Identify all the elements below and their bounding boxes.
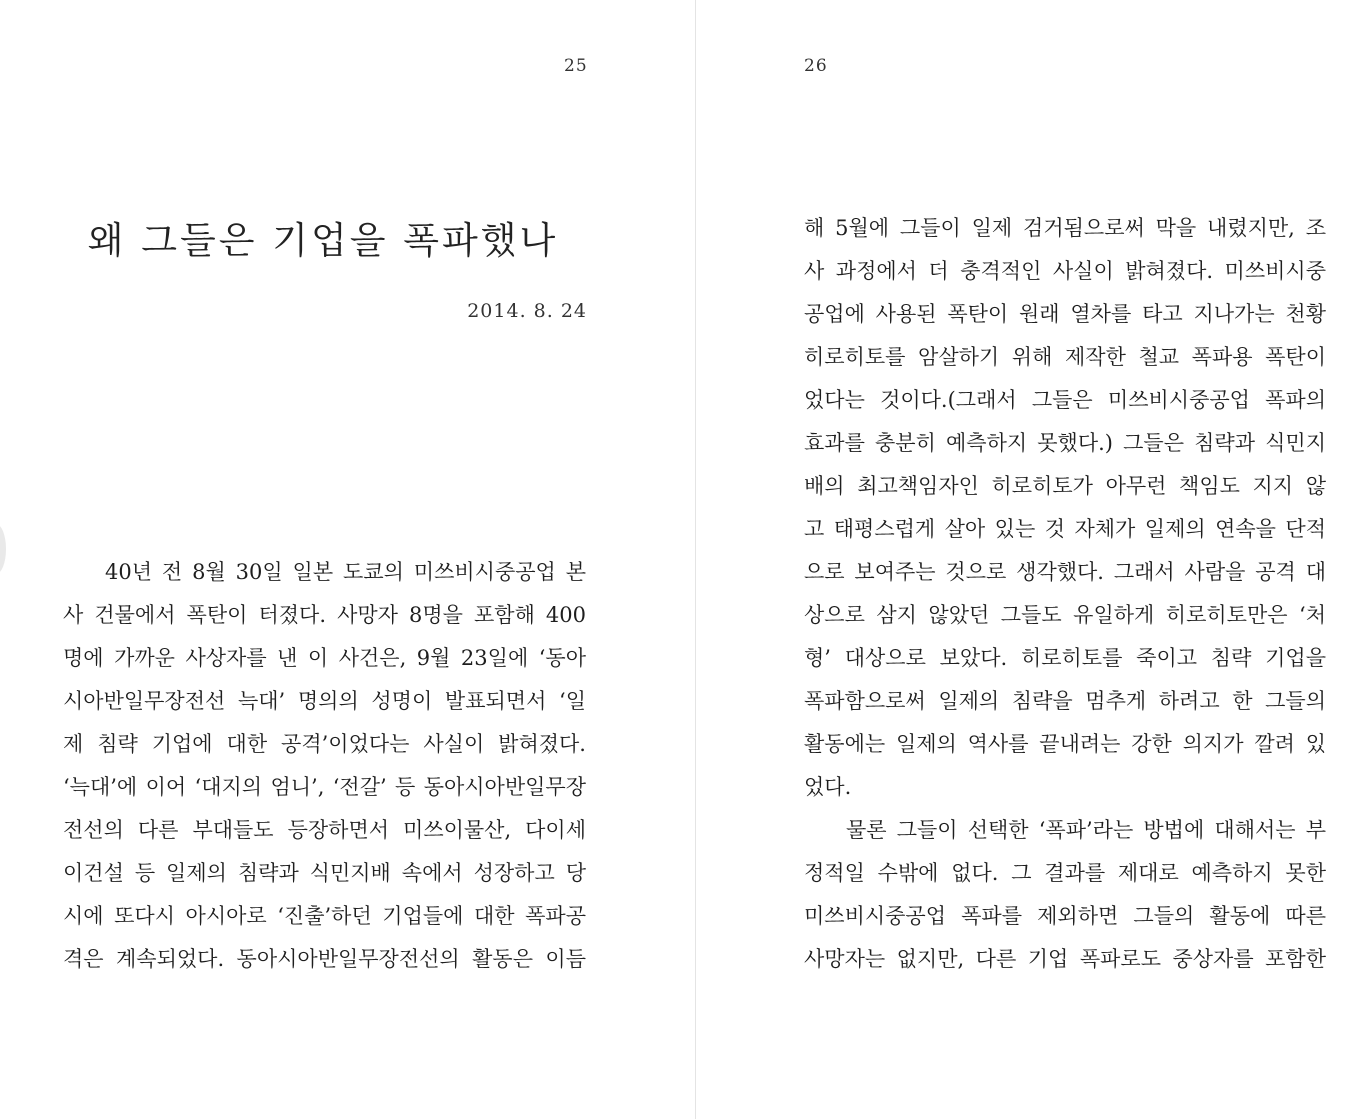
text-line: 고 태평스럽게 살아 있는 것 자체가 일제의 연속을 단적	[804, 517, 1326, 541]
text-line: 해 5월에 그들이 일제 검거됨으로써 막을 내렸지만, 조	[804, 216, 1326, 240]
page-number: 26	[804, 56, 828, 76]
text-line: 미쓰비시중공업 폭파를 제외하면 그들의 활동에 따른	[804, 904, 1326, 928]
text-line: 활동에는 일제의 역사를 끝내려는 강한 의지가 깔려 있	[804, 732, 1326, 756]
chapter-title: 왜 그들은 기업을 폭파했나	[87, 219, 559, 262]
text-line: 형’ 대상으로 보았다. 히로히토를 죽이고 침략 기업을	[804, 646, 1326, 670]
text-line: 정적일 수밖에 없다. 그 결과를 제대로 예측하지 못한	[804, 861, 1326, 885]
text-line: 상으로 삼지 않았던 그들도 유일하게 히로히토만은 ‘처	[804, 603, 1326, 627]
chapter-date: 2014. 8. 24	[467, 300, 587, 322]
text-line: 40년 전 8월 30일 일본 도쿄의 미쓰비시중공업 본	[105, 560, 586, 584]
text-line: 배의 최고책임자인 히로히토가 아무런 책임도 지지 않	[804, 474, 1326, 498]
text-line: ‘늑대’에 이어 ‘대지의 엄니’, ‘전갈’ 등 동아시아반일무장	[63, 775, 586, 799]
text-line: 었다.	[804, 775, 852, 799]
text-line: 격은 계속되었다. 동아시아반일무장전선의 활동은 이듬	[63, 947, 586, 971]
text-line: 시아반일무장전선 늑대’ 명의의 성명이 발표되면서 ‘일	[63, 689, 586, 713]
text-line: 히로히토를 암살하기 위해 제작한 철교 폭파용 폭탄이	[804, 345, 1326, 369]
body-text	[804, 207, 1326, 981]
text-line: 사망자는 없지만, 다른 기업 폭파로도 중상자를 포함한	[804, 947, 1326, 971]
text-line: 사 과정에서 더 충격적인 사실이 밝혀졌다. 미쓰비시중	[804, 259, 1326, 283]
page-turn-handle[interactable]	[0, 524, 6, 574]
text-line: 으로 보여주는 것으로 생각했다. 그래서 사람을 공격 대	[804, 560, 1326, 584]
right-page[interactable]	[696, 0, 1372, 1119]
text-line: 물론 그들이 선택한 ‘폭파’라는 방법에 대해서는 부	[846, 818, 1326, 842]
text-line: 명에 가까운 사상자를 낸 이 사건은, 9월 23일에 ‘동아	[63, 646, 586, 670]
text-line: 었다는 것이다.(그래서 그들은 미쓰비시중공업 폭파의	[804, 388, 1326, 412]
body-text	[63, 551, 586, 981]
text-line: 공업에 사용된 폭탄이 원래 열차를 타고 지나가는 천황	[804, 302, 1326, 326]
text-line: 사 건물에서 폭탄이 터졌다. 사망자 8명을 포함해 400	[63, 603, 586, 627]
text-line: 폭파함으로써 일제의 침략을 멈추게 하려고 한 그들의	[804, 689, 1326, 713]
text-line: 제 침략 기업에 대한 공격’이었다는 사실이 밝혀졌다.	[63, 732, 586, 756]
text-line: 효과를 충분히 예측하지 못했다.) 그들은 침략과 식민지	[804, 431, 1326, 455]
page-number: 25	[564, 56, 588, 76]
text-line: 이건설 등 일제의 침략과 식민지배 속에서 성장하고 당	[63, 861, 586, 885]
text-line: 전선의 다른 부대들도 등장하면서 미쓰이물산, 다이세	[63, 818, 586, 842]
text-line: 시에 또다시 아시아로 ‘진출’하던 기업들에 대한 폭파공	[63, 904, 586, 928]
